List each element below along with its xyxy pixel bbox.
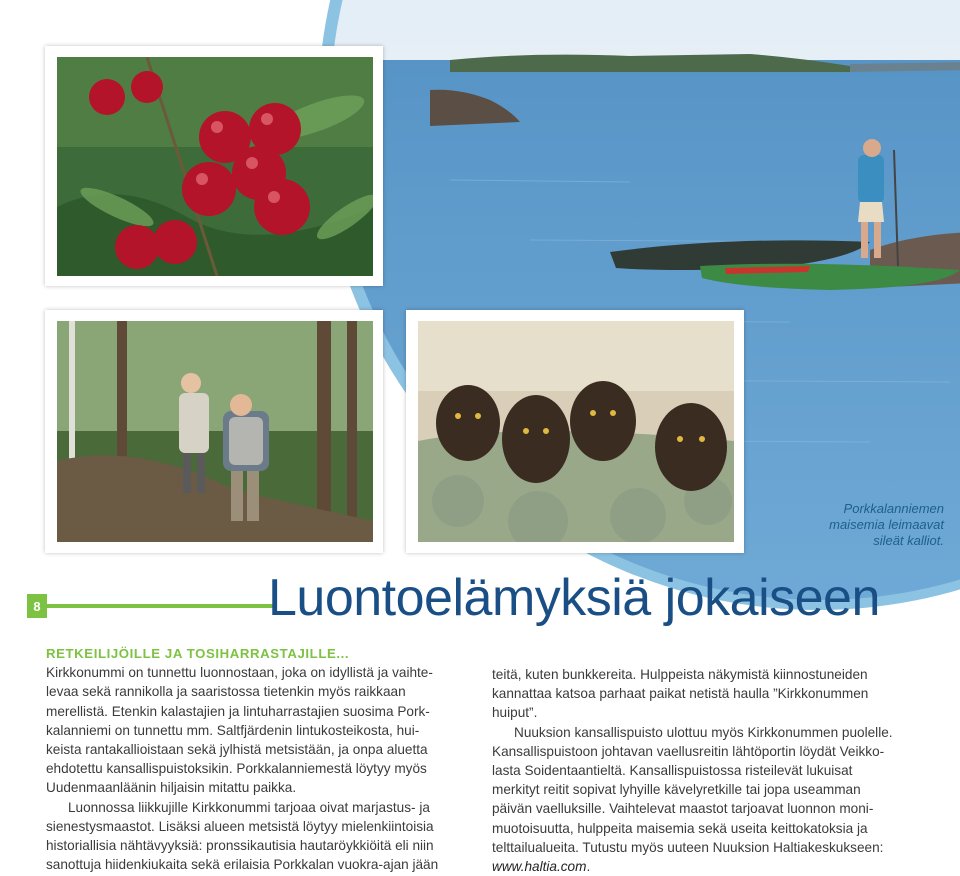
accent-rule <box>47 604 277 608</box>
text-line: sienestysmaastot. Lisäksi alueen metsistä löytyy mielenkiintoisia <box>46 818 434 834</box>
text-line: Luonnossa liikkujille Kirkkonummi tarjoaa oivat marjastus- ja <box>68 799 430 815</box>
photo-caption <box>764 501 944 549</box>
owls-photo-frame <box>406 310 744 553</box>
caption-line: maisemia leimaavat <box>829 517 944 532</box>
caption-line: Porkkalanniemen <box>843 501 944 516</box>
web-line <box>492 857 922 876</box>
text-line: kannattaa katsoa parhaat paikat netistä haulla ”Kirkkonummen <box>492 686 869 702</box>
text-line: muotoisuutta, hulppeita maisemia sekä useita keittokatoksia ja <box>492 820 868 836</box>
text-line: huiput”. <box>492 705 538 721</box>
text-line: historiallisia nähtävyyksiä: pronssikautisia hautaröykkiöitä eli niin <box>46 838 434 854</box>
text-line: Kansallispuistoon johtavan vaellusreitin lähtöportin löydät Veikko- <box>492 743 885 759</box>
berries-photo-frame <box>45 46 383 286</box>
text-line: lasta Soidentaantieltä. Kansallispuistossa risteilevät lukuisat <box>492 763 853 779</box>
text-line: kalanniemi on tunnettu mm. Saltfjärdenin lintukosteikosta, hui- <box>46 722 420 738</box>
web-suffix: . <box>586 859 591 875</box>
right-text-column <box>492 665 922 876</box>
text-line: Kirkkonummi on tunnettu luonnostaan, joka on idyllistä ja vaihte- <box>46 665 433 681</box>
left-text-column <box>46 644 466 874</box>
text-line: levaa sekä rannikolla ja saaristossa tietenkin myös raikkaan <box>46 684 406 700</box>
text-line: Nuuksion kansallispuisto ulottuu myös Kirkkonummen puolelle. <box>514 724 893 740</box>
section-heading: RETKEILIJÖILLE JA TOSIHARRASTAJILLE... <box>46 646 350 661</box>
page-title: Luontoelämyksiä jokaiseen <box>268 569 880 627</box>
page-number: 8 <box>27 594 47 618</box>
text-line: keista rantakallioistaan sekä jylhistä metsistään, ja onpa aluetta <box>46 742 428 758</box>
website-link[interactable]: www.haltia.com <box>492 859 587 875</box>
text-line: Uudenmaanläänin hiljaisin mitattu paikka. <box>46 780 297 796</box>
hikers-photo-frame <box>45 310 383 553</box>
text-line: teitä, kuten bunkkereita. Hulppeista näkymistä kiinnostuneiden <box>492 667 868 682</box>
lingonberries-photo <box>57 57 373 276</box>
text-line: telttailualueita. Tutustu myös uuteen Nuuksion Haltiakeskukseen: <box>492 839 884 855</box>
text-line: merkityt reitit sopivat lyhyille kävelyretkille tai jopa useamman <box>492 782 861 798</box>
owl-chicks-photo <box>418 321 734 542</box>
caption-line: sileät kalliot. <box>873 533 944 548</box>
text-line: ehdotettu kansallispuistoksikin. Porkkalanniemestä löytyy myös <box>46 761 427 777</box>
text-line: sanottuja hiidenkiukaita sekä erilaisia Porkkalan vuokra-ajan jään <box>46 857 439 873</box>
text-line: merellistä. Etenkin kalastajien ja lintuharrastajien suosima Pork- <box>46 703 430 719</box>
text-line: päivän vaelluksille. Vaihtelevat maastot tarjoavat luonnon moni- <box>492 801 874 817</box>
hikers-photo <box>57 321 373 542</box>
